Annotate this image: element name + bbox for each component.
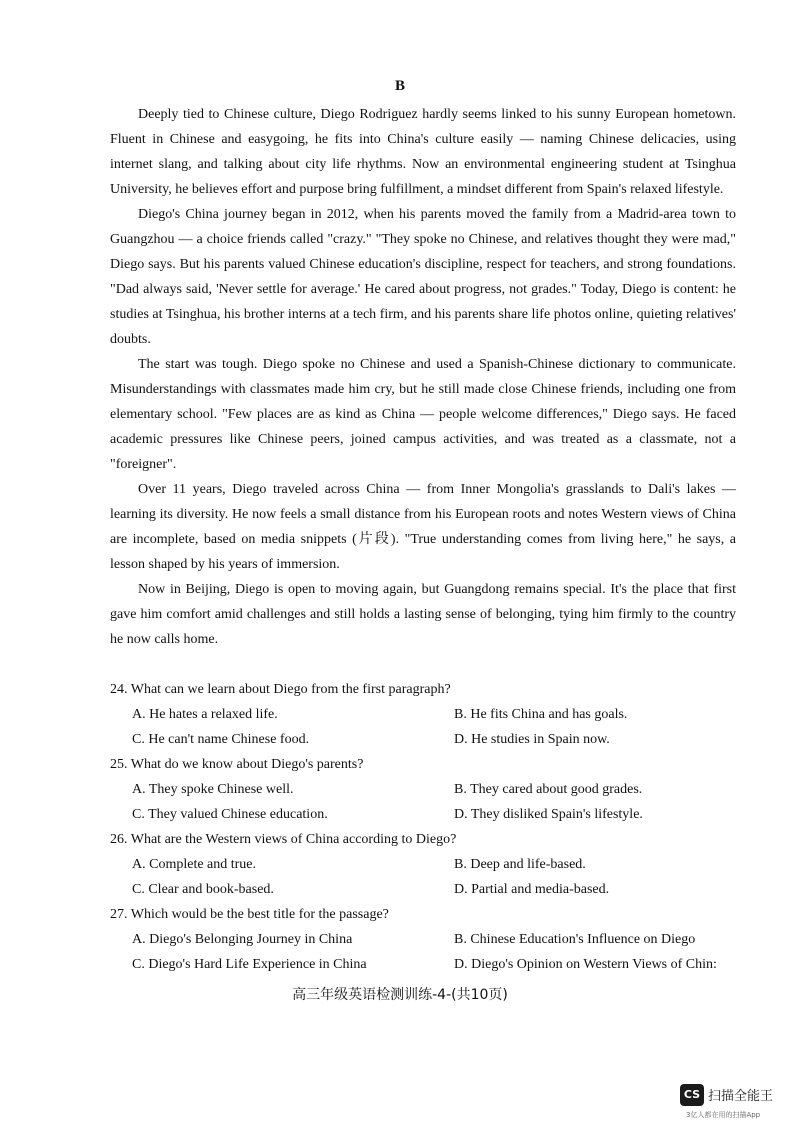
- passage-paragraph: Over 11 years, Diego traveled across China — from Inner Mongolia's grasslands to Dali's lakes — learning its diversity. He now feels a small distance from his European roots and notes Western views of China are incomplete, based on media snippets (片段). "True understanding comes from living here," he says, a lesson shaped by his years of immersion.: [110, 482, 736, 572]
- question-24: [110, 677, 750, 752]
- question-stem: 26. What are the Western views of China according to Diego?: [110, 832, 457, 847]
- question-stem: 24. What can we learn about Diego from the first paragraph?: [110, 682, 451, 697]
- question-stem: 25. What do we know about Diego's parents?: [110, 757, 364, 772]
- option-b: B. Deep and life-based.: [454, 857, 586, 872]
- option-b: B. He fits China and has goals.: [454, 707, 628, 722]
- question-27: [110, 902, 750, 977]
- question-25: [110, 752, 750, 827]
- passage-paragraph: Diego's China journey began in 2012, when his parents moved the family from a Madrid-area town to Guangzhou — a choice friends called "crazy." "They spoke no Chinese, and relatives thought they were mad," Diego says. But his parents valued Chinese education's discipline, respect for teachers, and strong foundations. "Dad always said, 'Never settle for average.' He cared about progress, not grades." Today, Diego is content: he studies at Tsinghua, his brother interns at a tech firm, and his parents share life photos online, quieting relatives' doubts.: [110, 207, 736, 347]
- option-grid: [110, 777, 750, 827]
- watermark-tagline: 3亿人都在用的扫描App: [686, 1111, 761, 1119]
- option-d: D. Diego's Opinion on Western Views of Chin:: [454, 957, 717, 972]
- option-b: B. They cared about good grades.: [454, 782, 643, 797]
- passage-paragraph: Deeply tied to Chinese culture, Diego Rodriguez hardly seems linked to his sunny European hometown. Fluent in Chinese and easygoing, he fits into China's culture easily — naming Chinese delicacies, using internet slang, and talking about city life rhythms. Now an environmental engineering student at Tsinghua University, he believes effort and purpose bring fulfillment, a mindset different from Spain's relaxed lifestyle.: [110, 107, 736, 197]
- option-a: A. Diego's Belonging Journey in China: [132, 932, 353, 947]
- option-d: D. Partial and media-based.: [454, 882, 610, 897]
- reading-passage: [110, 102, 736, 652]
- option-a: A. He hates a relaxed life.: [132, 707, 278, 722]
- question-stem: 27. Which would be the best title for the passage?: [110, 907, 389, 922]
- section-label: B: [394, 78, 405, 94]
- option-d: D. He studies in Spain now.: [454, 732, 610, 747]
- option-c: C. Diego's Hard Life Experience in China: [132, 957, 367, 972]
- question-list: [110, 677, 750, 977]
- option-a: A. They spoke Chinese well.: [132, 782, 294, 797]
- option-c: C. He can't name Chinese food.: [132, 732, 310, 747]
- passage-paragraph: The start was tough. Diego spoke no Chinese and used a Spanish-Chinese dictionary to communicate. Misunderstandings with classmates made him cry, but he still made close Chinese friends, including one from elementary school. "Few places are as kind as China — people welcome differences," Diego says. He faced academic pressures like Chinese peers, joined campus activities, and was treated as a classmate, not a "foreigner".: [110, 357, 736, 472]
- option-grid: [110, 927, 750, 977]
- option-c: C. Clear and book-based.: [132, 882, 274, 897]
- watermark-app-name: 扫描全能王: [708, 1089, 774, 1104]
- option-b: B. Chinese Education's Influence on Diego: [454, 932, 696, 947]
- option-grid: [110, 852, 750, 902]
- camscanner-logo-icon: CS: [680, 1084, 704, 1106]
- question-26: [110, 827, 750, 902]
- passage-paragraph: Now in Beijing, Diego is open to moving again, but Guangdong remains special. It's the place that first gave him comfort amid challenges and still holds a lasting sense of belonging, tying him firmly to the country he now calls home.: [110, 582, 736, 647]
- option-d: D. They disliked Spain's lifestyle.: [454, 807, 643, 822]
- scanner-watermark: [680, 1084, 792, 1124]
- option-c: C. They valued Chinese education.: [132, 807, 328, 822]
- page-footer: 高三年级英语检测训练-4-(共10页): [292, 987, 508, 1003]
- option-grid: [110, 702, 750, 752]
- option-a: A. Complete and true.: [132, 857, 257, 872]
